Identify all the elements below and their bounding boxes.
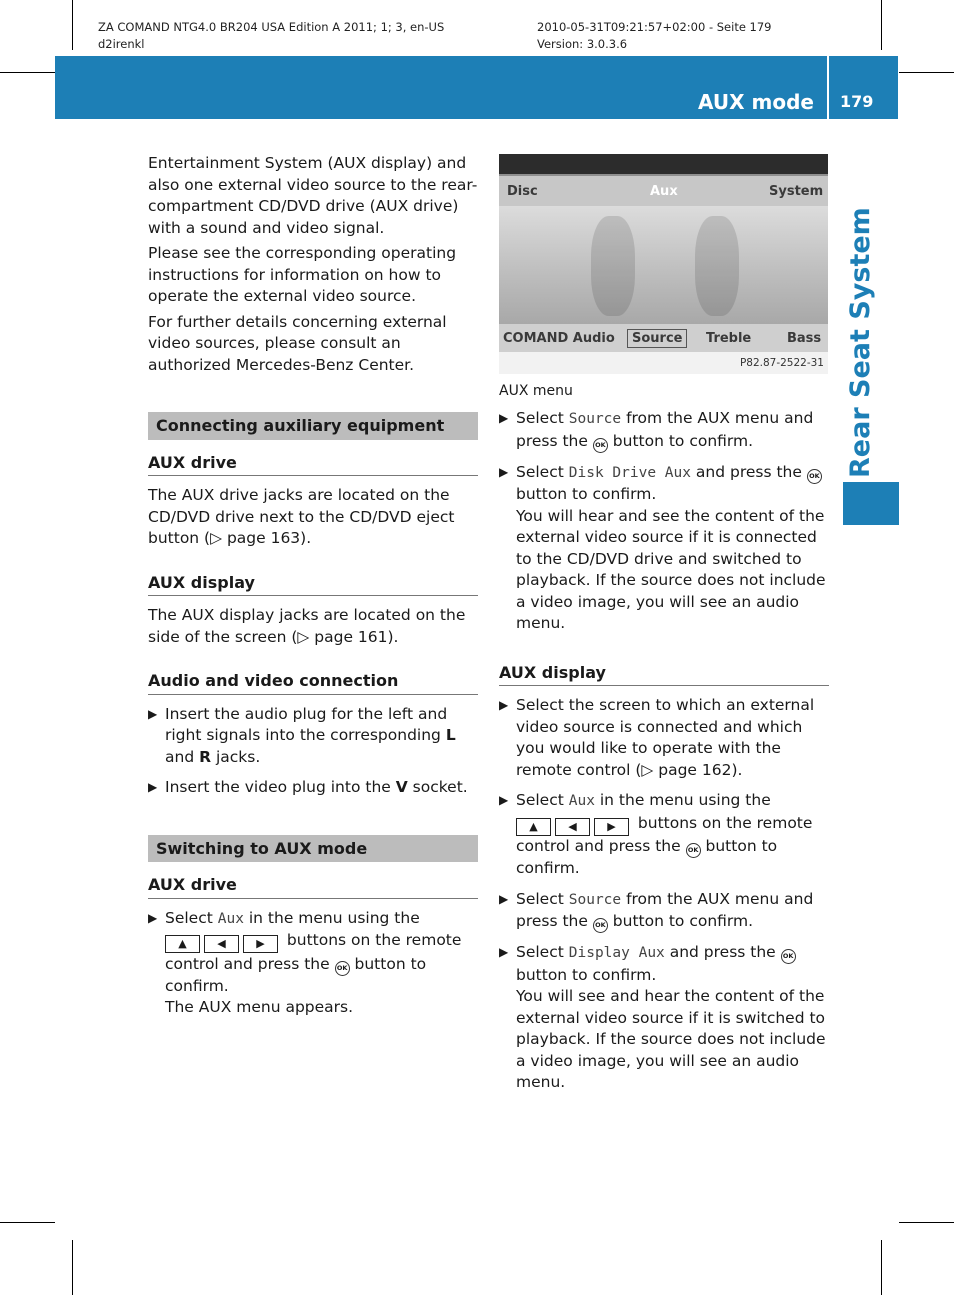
triangle-right-icon: ▶ [499, 698, 509, 712]
subheading: Audio and video connection [148, 670, 478, 695]
intro-paragraph: Entertainment System (AUX display) and also one external video source to the rear-compartment CD/DVD drive (AUX drive) with a sound and video signal. [148, 154, 478, 237]
ok-button-icon: OK [593, 918, 608, 933]
right-arrow-key-icon: ▶ [243, 935, 278, 953]
chapter-tab [843, 120, 899, 480]
left-arrow-key-icon: ◀ [555, 818, 590, 836]
intro-paragraph: For further details concerning external video sources, please consult an authorized Mercedes-Benz Center. [148, 312, 447, 374]
triangle-right-icon: ▶ [499, 891, 509, 906]
page-header [55, 56, 898, 119]
left-arrow-key-icon: ◀ [204, 935, 239, 953]
screen-menu-item: System [769, 184, 824, 199]
up-arrow-key-icon: ▲ [516, 818, 551, 836]
chapter-tab-label: Rear Seat System [845, 207, 876, 478]
up-arrow-key-icon: ▲ [165, 935, 200, 953]
triangle-right-icon: ▶ [499, 464, 509, 479]
ok-button-icon: OK [686, 843, 701, 858]
subheading: AUX display [148, 572, 478, 597]
screen-menu-item: COMAND Audio [503, 331, 615, 346]
headrest-shape [695, 216, 739, 316]
instruction-step: ▶ Select Aux in the menu using the ▲ ◀ ▶ buttons on the remote control and press the OK button to confirm. [499, 791, 813, 877]
instruction-step: ▶ Insert the video plug into the V socket. [148, 777, 478, 799]
triangle-right-icon: ▶ [499, 411, 509, 425]
aux-menu-screenshot [499, 154, 828, 374]
print-meta-left: ZA COMAND NTG4.0 BR204 USA Edition A 2011; 1; 3, en-US d2irenkl [98, 20, 445, 51]
screen-menu-item: Bass [787, 331, 822, 346]
triangle-right-icon: ▶ [499, 945, 509, 959]
right-column [499, 408, 829, 1103]
screen-menu-item: Disc [507, 184, 538, 199]
screen-bottom-bar [499, 324, 828, 352]
page-title: AUX mode [698, 90, 814, 114]
triangle-right-icon: ▶ [148, 706, 158, 721]
intro-paragraph: Please see the corresponding operating instructions for information on how to operate the external video source. [148, 244, 457, 305]
print-meta-right: 2010-05-31T09:21:57+02:00 - Seite 179 Version: 3.0.3.6 [537, 20, 772, 51]
figure-reference: P82.87-2522-31 [739, 357, 824, 369]
ok-button-icon: OK [781, 949, 796, 964]
subheading: AUX display [499, 662, 829, 687]
screen-menu-item: Treble [706, 331, 752, 346]
arrow-keys [516, 815, 633, 837]
crop-mark [899, 72, 954, 73]
crop-mark [72, 0, 73, 50]
crop-mark [881, 1240, 882, 1295]
left-column [148, 153, 478, 1028]
instruction-step: ▶ Select the screen to which an external video source is connected and which you would like to operate with the remote control (▷ page 162). [499, 696, 815, 779]
instruction-step: ▶ Insert the audio plug for the left and right signals into the corresponding L and R jacks. [148, 704, 456, 766]
section-heading: Switching to AUX mode [148, 835, 478, 863]
crop-mark [881, 0, 882, 50]
ok-button-icon: OK [335, 961, 350, 976]
screen-menu-item: Source [627, 329, 687, 348]
crop-mark [899, 1222, 954, 1223]
triangle-right-icon: ▶ [499, 793, 509, 807]
right-arrow-key-icon: ▶ [594, 818, 629, 836]
instruction-step: ▶ Select Source from the AUX menu and press the OK button to confirm. [499, 889, 829, 934]
body-text: The AUX drive jacks are located on the CD/DVD drive next to the CD/DVD eject button (▷ page 163). [148, 486, 455, 547]
triangle-right-icon: ▶ [148, 780, 158, 794]
screen-menu-bar [499, 176, 828, 206]
instruction-step: ▶ Select Display Aux and press the OK button to confirm. You will see and hear the content of the external video source if it is switched to playback. If the source does not include a video image, you will see an audio menu. [499, 943, 826, 1091]
chapter-tab-marker [843, 482, 899, 525]
subheading: AUX drive [148, 452, 478, 477]
instruction-step: ▶ Select Disk Drive Aux and press the OK button to confirm. You will hear and see the content of the external video source if it is connected to the CD/DVD drive and switched to playback. If the source does not include a video image, you will see an audio menu. [499, 462, 826, 632]
triangle-right-icon: ▶ [148, 910, 158, 925]
subheading: AUX drive [148, 874, 478, 899]
crop-mark [0, 72, 55, 73]
crop-mark [72, 1240, 73, 1295]
arrow-keys [165, 932, 282, 954]
figure-caption: AUX menu [499, 383, 573, 399]
headrest-shape [591, 216, 635, 316]
screen-image [499, 206, 828, 324]
body-text: The AUX display jacks are located on the side of the screen (▷ page 161). [148, 606, 466, 646]
instruction-step: ▶ Select Source from the AUX menu and press the OK button to confirm. [499, 408, 829, 453]
instruction-step: ▶ Select Aux in the menu using the ▲ ◀ ▶ buttons on the remote control and press the OK button to confirm. The AUX menu appears. [148, 908, 462, 1016]
ok-button-icon: OK [593, 438, 608, 453]
section-heading: Connecting auxiliary equipment [148, 412, 478, 440]
header-divider [827, 56, 829, 119]
page-number: 179 [840, 92, 874, 111]
crop-mark [0, 1222, 55, 1223]
ok-button-icon: OK [807, 469, 822, 484]
screen-menu-item: Aux [650, 184, 678, 199]
